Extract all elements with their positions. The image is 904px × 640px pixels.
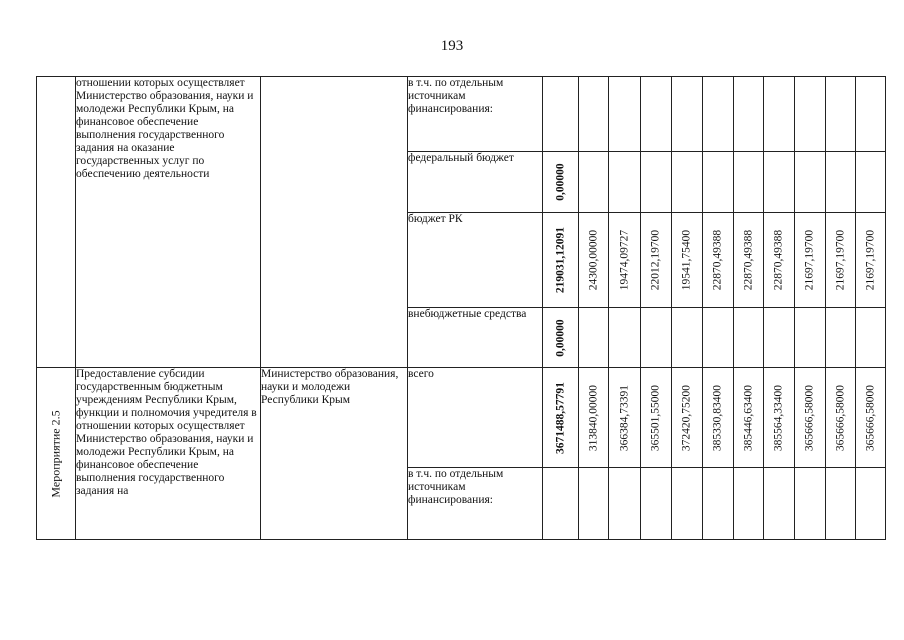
year-cell: 22870,49388 (734, 213, 764, 308)
year-cell (856, 77, 886, 152)
year-cell (856, 468, 886, 540)
year-cell (672, 77, 703, 152)
year-cell (672, 308, 703, 368)
year-cell: 21697,19700 (856, 213, 886, 308)
year-cell (672, 152, 703, 213)
year-cell: 365501,55000 (641, 368, 672, 468)
year-cell: 372420,75200 (672, 368, 703, 468)
total-cell: 0,00000 (543, 308, 579, 368)
source-cell: всего (408, 368, 543, 468)
source-cell: в т.ч. по отдельным источникам финансирования: (408, 468, 543, 540)
year-cell (826, 152, 856, 213)
year-cell (764, 468, 795, 540)
year-cell (609, 468, 641, 540)
source-cell: внебюджетные средства (408, 308, 543, 368)
year-cell (734, 152, 764, 213)
year-cell (795, 152, 826, 213)
year-cell (579, 152, 609, 213)
year-cell (764, 77, 795, 152)
year-cell (764, 152, 795, 213)
year-cell: 365666,58000 (856, 368, 886, 468)
year-cell: 24300,00000 (579, 213, 609, 308)
year-cell (641, 77, 672, 152)
year-cell: 385564,33400 (764, 368, 795, 468)
year-cell (795, 308, 826, 368)
year-cell (826, 77, 856, 152)
total-cell: 219031,12091 (543, 213, 579, 308)
year-cell (826, 308, 856, 368)
year-cell (579, 77, 609, 152)
year-cell (734, 308, 764, 368)
total-cell (543, 468, 579, 540)
year-cell (641, 152, 672, 213)
description-cell: Предоставление субсидии государственным бюджетным учреждениям Республики Крым, функции и полномочия учредителя в отношении которых осуществляет Министерство образования, науки и молодежи Республики Крым, на финансовое обеспечение выполнения государственного задания на (76, 368, 261, 540)
year-cell: 22012,19700 (641, 213, 672, 308)
total-cell: 3671488,57791 (543, 368, 579, 468)
total-cell (543, 77, 579, 152)
source-cell: в т.ч. по отдельным источникам финансирования: (408, 77, 543, 152)
year-cell (734, 468, 764, 540)
total-cell: 0,00000 (543, 152, 579, 213)
year-cell (641, 308, 672, 368)
table-row (37, 77, 886, 152)
executor-cell: Министерство образования, науки и молодежи Республики Крым (261, 368, 408, 540)
year-cell: 19474,09727 (609, 213, 641, 308)
year-cell (672, 468, 703, 540)
year-cell (609, 77, 641, 152)
source-cell: федеральный бюджет (408, 152, 543, 213)
year-cell (579, 308, 609, 368)
year-cell (609, 152, 641, 213)
year-cell (703, 152, 734, 213)
budget-table (36, 76, 886, 540)
year-cell (856, 152, 886, 213)
description-cell: отношении которых осуществляет Министерство образования, науки и молодежи Республики Крым, на финансовое обеспечение выполнения государственного задания на оказание государственных услуг по обеспечению деятельности (76, 77, 261, 368)
year-cell (826, 468, 856, 540)
year-cell (795, 77, 826, 152)
year-cell (734, 77, 764, 152)
year-cell: 385330,83400 (703, 368, 734, 468)
year-cell (703, 77, 734, 152)
year-cell (795, 468, 826, 540)
year-cell: 19541,75400 (672, 213, 703, 308)
year-cell: 22870,49388 (703, 213, 734, 308)
year-cell (856, 308, 886, 368)
year-cell (703, 308, 734, 368)
year-cell: 21697,19700 (795, 213, 826, 308)
year-cell: 365666,58000 (826, 368, 856, 468)
year-cell (609, 308, 641, 368)
measure-label-cell: Мероприятие 2.5 (37, 368, 76, 540)
year-cell: 385446,63400 (734, 368, 764, 468)
year-cell: 21697,19700 (826, 213, 856, 308)
source-cell: бюджет РК (408, 213, 543, 308)
year-cell (764, 308, 795, 368)
table-row (37, 368, 886, 468)
year-cell (579, 468, 609, 540)
year-cell: 22870,49388 (764, 213, 795, 308)
page-number: 193 (440, 38, 464, 54)
year-cell (641, 468, 672, 540)
year-cell (703, 468, 734, 540)
executor-cell (261, 77, 408, 368)
year-cell: 313840,00000 (579, 368, 609, 468)
year-cell: 366384,73391 (609, 368, 641, 468)
measure-label-cell (37, 77, 76, 368)
year-cell: 365666,58000 (795, 368, 826, 468)
